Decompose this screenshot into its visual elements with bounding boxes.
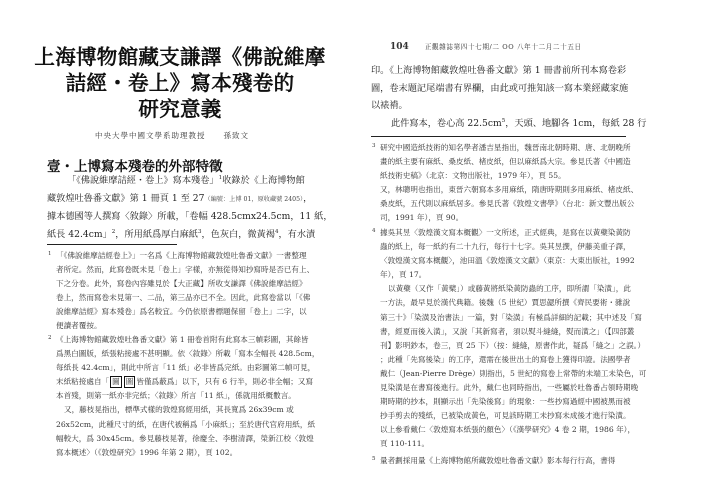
body-line: 以裱褙。: [371, 100, 408, 111]
footnote-line: 又，林聰明也指出，東晉六朝寫本多用麻紙，隋唐時期則多用麻紙、楮皮紙、: [380, 185, 639, 195]
footnote-line: 又，藤枝晃指出，標準式樣的敦煌寫經用紙，其長寬爲 26x39cm 或: [64, 405, 294, 415]
section-heading: 壹・上博寫本殘卷的外部特徵: [47, 159, 223, 175]
footnote-line: 〈敦煌漢文寫本概觀〉，池田溫《敦煌漢文文獻》（東京：大東出版社，1992: [380, 256, 635, 266]
footnote-4: [372, 226, 670, 452]
footnote-line: 頁 110-111。: [380, 439, 430, 449]
footnote-1: [48, 249, 336, 334]
footnote-line: 量者劃採用量《上海博物館所藏敦煌吐魯番文獻》影本每行行高，書得: [380, 456, 616, 465]
footnote-line: 蟲的紙上，每一紙約有二十九行，每行十七字。吳其昱撰，伊藤美重子譯，: [380, 242, 631, 252]
footnote-line: [56, 375, 336, 389]
author-name: 孫致文: [223, 131, 249, 140]
body-line: 據本德國等人撰寫〈敘錄〉所載，「卷幅 428.5cmx24.5cm，11 紙，: [47, 211, 333, 222]
footnote-ref[interactable]: 5: [501, 117, 506, 124]
footnote-line: 者所定。然而，此寫卷既未見「卷上」字樣，亦無從得知抄寫時是否已有上、: [56, 265, 315, 275]
footnote-ref[interactable]: 3: [197, 228, 202, 235]
footnote-number: 1: [48, 251, 52, 257]
footnote-ref[interactable]: 2: [111, 228, 116, 235]
title-line: 詰經・卷上》寫本殘卷的: [65, 71, 295, 95]
footnote-ref[interactable]: 1: [218, 174, 223, 181]
footnote-line: 每紙長 42.4cm」，則此中所言「11 紙」必非皆爲完紙。由彩圖第二幀可見，: [56, 363, 316, 373]
footnote-rule: [47, 244, 177, 245]
body-line: 「《佛說維摩詰經・卷上》寫本殘卷」$^1$收錄於《上海博物館: [67, 174, 305, 186]
right-page: [351, 0, 702, 496]
footnote-line: 桑皮紙，五代則以麻紙居多。參見氏著《敦煌文書學》（台北：新文豐出版公: [380, 199, 635, 209]
footnote-3: [372, 141, 670, 226]
title-line: 研究意義: [138, 97, 222, 121]
byline: [95, 130, 249, 141]
footnote-line: 便讀者覆按。: [56, 321, 102, 331]
footnote-2: [48, 333, 336, 460]
footnote-line: 一方法，最早見於漢代典籍。後魏（5 世紀）賈思勰所撰《齊民要術・雜說: [380, 298, 631, 308]
author-affiliation: 中央大學中國文學系助理教授: [95, 131, 206, 140]
footnote-line: 26x52cm，此種尺寸的紙，在唐代被稱爲「小麻紙」；至於唐代官府用紙，紙: [56, 419, 316, 429]
footnote-number: 3: [372, 143, 376, 149]
body-line: 印。《上海博物館藏敦煌吐魯番文獻》第 1 冊書前所刊本寫卷彩: [371, 65, 627, 76]
boxed-character: 圖: [125, 377, 134, 387]
footnote-ref[interactable]: 4: [274, 228, 279, 235]
footnote-number: 2: [48, 335, 52, 341]
title-line: 上海博物館藏支謙譯《佛說維摩: [34, 45, 326, 69]
journal-issue: 正觀雜誌第四十七期/二 OO 八年十二月二十五日: [424, 43, 582, 51]
body-paragraph: [47, 172, 337, 243]
footnote-line: 以上參看戴仁〈敦煌寫本紙張的顏色〉（《漢學研究》4 卷 2 期，1986 年），: [380, 425, 636, 435]
footnote-line: 《上海博物館藏敦煌吐魯番文獻》第 1 冊卷首附有此寫本三幀彩圖，其餘皆: [56, 335, 309, 344]
footnote-line: ；此種「先寫後染」的工序，還需在後世出土的寫卷上獲得印證。法國學者: [380, 354, 631, 364]
footnote-line: 紙技術史稿》（北京：文物出版社，1979 年），頁 55。: [380, 171, 566, 181]
boxed-character: 圖: [112, 377, 120, 387]
footnote-rule: [371, 136, 626, 137]
footnote-line: 司，1991 年），頁 90。: [380, 213, 464, 223]
footnote-line: 書，經夏而後入潢」，又說「其新寫者，須以熨斗縫縫，熨而潢之」（【四部叢: [380, 326, 635, 336]
body-line: 紙長 42.4cm」$^2$，所用紙爲厚白麻紙$^3$，色灰白，微黃褐$^4$，有水漬: [47, 228, 316, 240]
body-paragraph: [371, 62, 671, 132]
footnote-line: 見染潢是在書寫後進行。此外，戴仁也同時指出，一些屬於吐魯番占領時期晚: [380, 383, 639, 393]
footnote-line: 第三十》「染潢及治書法」一篇，對「染潢」有極爲詳細的記載；其中述及「寫: [380, 312, 642, 322]
footnote-line: 下之分卷。此外，寫卷內容雖見於【大正藏】所收支謙譯《佛說維摩詰經》: [56, 279, 307, 289]
footnote-number: 5: [372, 456, 376, 462]
footnote-5: [372, 454, 670, 468]
body-line: 此件寫本，卷心高 $22.5cm^5$，天頭、地腳各 1cm，每紙 28 行: [391, 117, 647, 129]
footnote-line: 刊】影明鈔本，卷三，頁 25 下）（按：縫縫，原書作此，疑爲「縫之」之誤。）: [380, 340, 646, 350]
footnote-line: 寫本概述〉（《敦煌研究》1996 年第 2 期），頁 102。: [56, 447, 238, 457]
footnote-line: 幅較大，爲 30x45cm。參見藤枝晃著，徐慶全、李樹清譯，榮新江校〈敦煌: [56, 433, 314, 443]
footnote-line: 年），頁 17。: [380, 270, 427, 280]
body-line: 藏敦煌吐魯番文獻》第 1 冊頁 1 至 27（編號：上博 01，原收藏號 2405），: [47, 192, 313, 204]
footnote-line: 研究中國造紙技術的知名學者潘吉星指出，魏晉南北朝時期、唐、北朝晚所: [380, 143, 631, 152]
footnote-line: 據吳其昱〈敦煌漢文寫本概觀〉一文所述，正式經典，是寫在以黃蘗染黃防: [380, 228, 631, 237]
page-number: 104: [390, 42, 409, 52]
footnote-text: 末紙粘接處自「: [56, 377, 110, 387]
page-title: [30, 44, 330, 122]
footnote-line: 「《佛說維摩詰經卷上》」一名爲《上海博物館藏敦煌吐魯番文獻》一書整理: [56, 251, 307, 260]
body-line: 圖，卷末題記尾端書有界欄，由此或可推知該一寫本業經藏家施: [371, 82, 629, 94]
footnote-line: 卷上，然而寫卷未見第一、二品，第三品亦已不全。因此，此寫卷當以「《佛: [56, 293, 311, 303]
footnote-number: 4: [372, 228, 376, 234]
footnote-text: 皆僅爲蔽爲」以下，只有 6 行半，則必非全幅；又寫: [136, 377, 314, 387]
footnote-line: 說維摩詰經》寫本殘卷」爲名較宜。今仍依原書標題保留「卷上」二字，以: [56, 307, 307, 317]
running-header: [390, 34, 582, 53]
footnote-line: 爲黑白圖版，紙張粘接處不甚明顯。依〈敘錄〉所載「寫本全幅長 428.5cm，: [56, 349, 320, 359]
footnote-line: 戴仁（Jean-Pierre Drège）則指出，5 世紀的寫卷上常帶的未端工未染色，可: [380, 368, 647, 378]
footnote-line: 以黃蘗（又作「黃檗」）或藤黃將紙染黃防蟲的工序，即所謂「染潢」，此: [388, 284, 631, 294]
footnote-line: 本首殘，則第一紙亦非完紙；〈敘錄〉所言「11 紙」，係就用紙概數言。: [56, 391, 296, 401]
footnote-line: 期時期的抄本，則顯示出「先染後寫」的現象：一些抄寫過經中國被黑而被: [380, 397, 631, 407]
footnote-line: 畫的紙主要有麻紙、桑皮紙、楮皮紙，但以麻紙爲大宗。參見氏著《中國造: [380, 157, 631, 167]
footnote-line: 抄手剪去的殘紙，已被染成黃色，可見該時期工未抄寫未成後才進行染潢。: [380, 411, 631, 421]
